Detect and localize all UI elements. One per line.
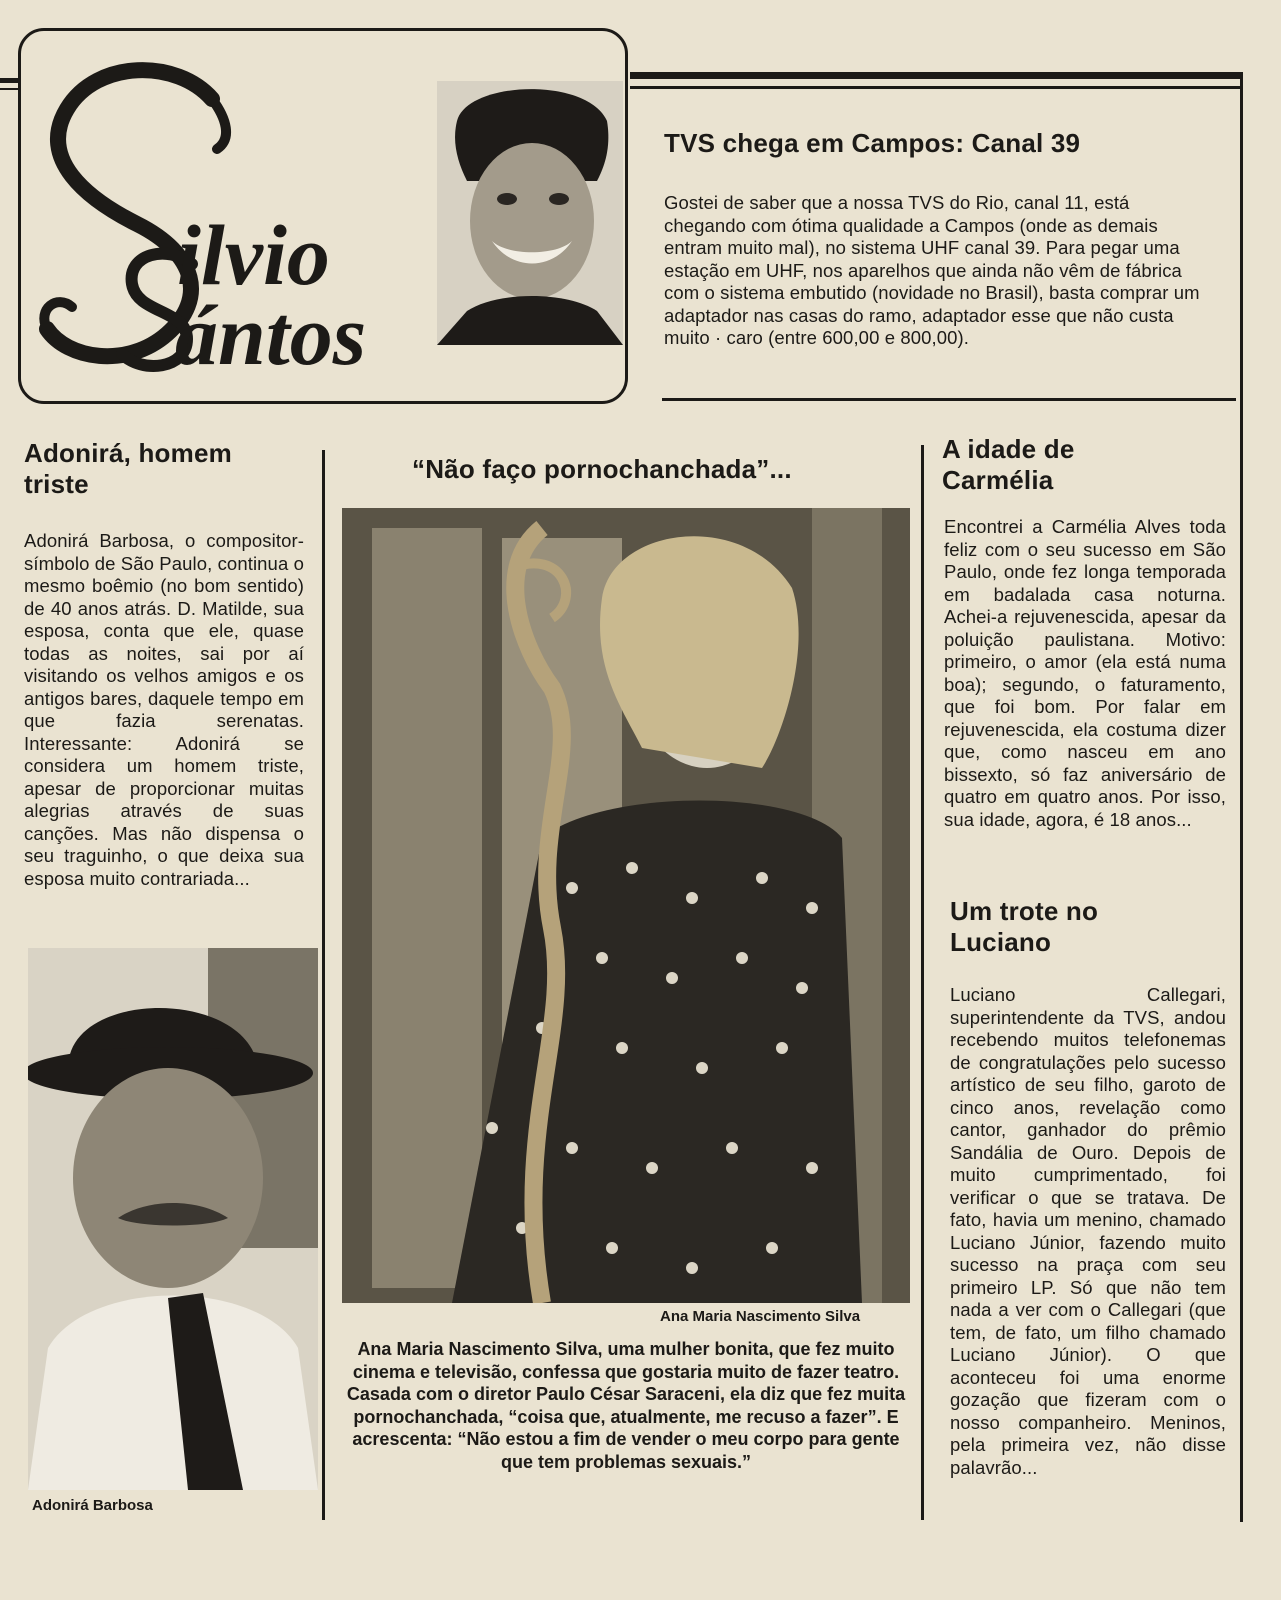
top-rule-left-thin (0, 88, 20, 90)
tvs-body: Gostei de saber que a nossa TVS do Rio, canal 11, está chegando com ótima qualidade a Campos (onde as demais entram muito mal), no sistema UHF canal 39. Para pegar uma estação em UHF, nos aparelhos que ainda não vêm de fábrica com o sistema embutido (novidade no Brasil), basta comprar um adaptador nas casas do ramo, adaptador esse que não custa muito · caro (entre 600,00 e 800,00). (664, 192, 1200, 348)
right-border (1240, 72, 1243, 1522)
logo-line2: ántos (175, 287, 367, 383)
carmelia-heading: A idade de Carmélia (942, 434, 1075, 495)
silvio-santos-logo (27, 39, 427, 399)
ana-heading: “Não faço pornochanchada”... (412, 454, 792, 484)
adonira-body: Adonirá Barbosa, o compositor-símbolo de São Paulo, continua o mesmo boêmio (no bom sentido) de 40 anos atrás. D. Matilde, sua esposa, conta que ele, quase todas as noites, sai por aí visitando os velhos amigos e os antigos bares, daquele tempo em que fazia serenatas. Interessante: Adonirá se considera um homem triste, apesar de proporcionar muitas alegrias através de suas canções. Mas não dispensa o seu traguinho, o que deixa sua esposa muito contrariada... (24, 530, 304, 889)
tvs-rule (662, 398, 1236, 401)
silvio-santos-logo-box (18, 28, 628, 404)
luciano-heading: Um trote no Luciano (950, 896, 1099, 957)
tvs-heading: TVS chega em Campos: Canal 39 (664, 128, 1081, 158)
adonira-caption: Adonirá Barbosa (32, 1497, 153, 1514)
column-divider-right (921, 445, 924, 1520)
top-rule-right-thin (630, 86, 1242, 89)
luciano-body: Luciano Callegari, superintendente da TVS, andou recebendo muitos telefonemas de congratulações pelo sucesso artístico de seu filho, garoto de cinco anos, revelação como cantor, ganhador do prêmio Sandália de Ouro. Depois de muito cumprimentado, foi verificar o que se tratava. De fato, havia um menino, chamado Luciano Júnior, fazendo muito sucesso na praça com seu primeiro LP. Só que não tem nada a ver com o Callegari (que tem, de fato, um filho chamado Luciano Júnior). O que aconteceu foi uma enorme gozação que fizeram com o nosso companheiro. Meninos, pela primeira vez, não disse palavrão... (950, 984, 1226, 1478)
adonira-heading: Adonirá, homem triste (24, 438, 232, 499)
logo-line1: ilvio (177, 207, 330, 303)
top-rule-right-thick (630, 72, 1242, 79)
silvio-santos-photo (437, 81, 623, 345)
top-rule-left-thick (0, 78, 20, 83)
carmelia-body: Encontrei a Carmélia Alves toda feliz com o seu sucesso em São Paulo, onde fez longa temporada em badalada casa noturna. Achei-a rejuvenescida, apesar da poluição paulistana. Motivo: primeiro, o amor (ela está numa boa); segundo, o faturamento, que foi bom. Por falar em rejuvenescida, ela costuma dizer que, como nasceu em ano bissexto, só faz aniversário de quatro em quatro anos. Por isso, sua idade, agora, é 18 anos... (944, 516, 1226, 830)
ana-body: Ana Maria Nascimento Silva, uma mulher bonita, que fez muito cinema e televisão, confessa que gostaria muito de fazer teatro. Casada com o diretor Paulo César Saraceni, ela diz que fez muita pornochanchada, “coisa que, atualmente, me recuso a fazer”. E acrescenta: “Não estou a fim de vender o meu corpo para gente que tem problemas sexuais.” (346, 1339, 906, 1472)
adonira-photo (28, 948, 318, 1490)
ana-maria-photo (342, 508, 910, 1303)
column-divider-left (322, 450, 325, 1520)
ana-caption: Ana Maria Nascimento Silva (660, 1308, 861, 1325)
